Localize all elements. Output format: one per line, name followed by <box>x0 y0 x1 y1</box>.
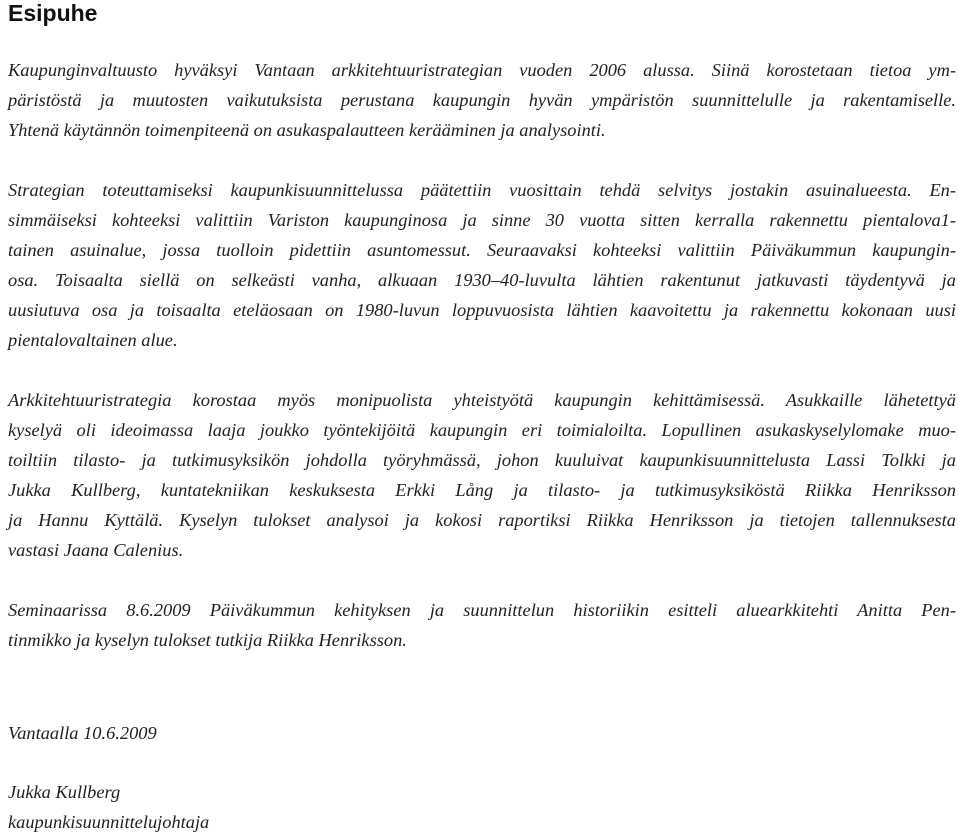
text-line: uusiutuva osa ja toisaalta eteläosaan on 1980-luvun loppuvuosista lähtien kaavoitettu ja rakennettu kokonaan uusi <box>8 300 956 320</box>
place-and-date <box>8 718 956 748</box>
text-line: Jukka Kullberg, kuntatekniikan keskuksesta Erkki Lång ja tilasto- ja tutkimusyksiköstä Riikka Henriksson <box>8 480 956 500</box>
text-line: toiltiin tilasto- ja tutkimusyksikön johdolla työryhmässä, johon kuuluivat kaupunkisuunnittelusta Lassi Tolkki ja <box>8 450 956 470</box>
text-line: Yhtenä käytännön toimenpiteenä on asukaspalautteen kerääminen ja analysointi. <box>8 120 606 140</box>
paragraph-cooperation <box>8 385 956 565</box>
text-line: vastasi Jaana Calenius. <box>8 540 184 560</box>
signer-title: kaupunkisuunnittelujohtaja <box>8 812 210 832</box>
signer-name: Jukka Kullberg <box>8 782 121 802</box>
paragraph-strategy <box>8 175 956 355</box>
text-line: päristöstä ja muutosten vaikutuksista perustana kaupungin hyvän ympäristön suunnittelulle ja rakentamiselle. <box>8 90 956 110</box>
page-title: Esipuhe <box>8 0 98 26</box>
signature-block <box>8 777 956 837</box>
text-line: osa. Toisaalta siellä on selkeästi vanha, alkuaan 1930–40-luvulta lähtien rakentunut jatkuvasti täydentyvä ja <box>8 270 956 290</box>
paragraph-intro <box>8 55 956 145</box>
text-line: simmäiseksi kohteeksi valittiin Variston kaupunginosa ja sinne 30 vuotta sitten kerralla rakennettu pientalova1- <box>8 210 956 230</box>
text-line: Arkkitehtuuristrategia korostaa myös monipuolista yhteistyötä kaupungin kehittämisessä. Asukkaille lähetettyä <box>8 390 956 410</box>
text-line: Strategian toteuttamiseksi kaupunkisuunnittelussa päätettiin vuosittain tehdä selvitys jostakin asuinalueesta. En- <box>8 180 956 200</box>
text-line: ja Hannu Kyttälä. Kyselyn tulokset analysoi ja kokosi raportiksi Riikka Henriksson ja tietojen tallennuksesta <box>8 510 956 530</box>
text-line: tainen asuinalue, jossa tuolloin pidettiin asuntomessut. Seuraavaksi kohteeksi valittiin Päiväkummun kaupungin- <box>8 240 956 260</box>
text-line: pientalovaltainen alue. <box>8 330 178 350</box>
text-line: tinmikko ja kyselyn tulokset tutkija Riikka Henriksson. <box>8 630 407 650</box>
text-line: kyselyä oli ideoimassa laaja joukko työntekijöitä kaupungin eri toimialoilta. Lopullinen asukaskyselylomake muo- <box>8 420 956 440</box>
text-line: Kaupunginvaltuusto hyväksyi Vantaan arkkitehtuuristrategian vuoden 2006 alussa. Siinä korostetaan tietoa ym- <box>8 60 956 80</box>
place-date-text: Vantaalla 10.6.2009 <box>8 723 157 743</box>
text-line: Seminaarissa 8.6.2009 Päiväkummun kehityksen ja suunnittelun historiikin esitteli aluearkkitehti Anitta Pen- <box>8 600 956 620</box>
paragraph-seminar <box>8 595 956 655</box>
